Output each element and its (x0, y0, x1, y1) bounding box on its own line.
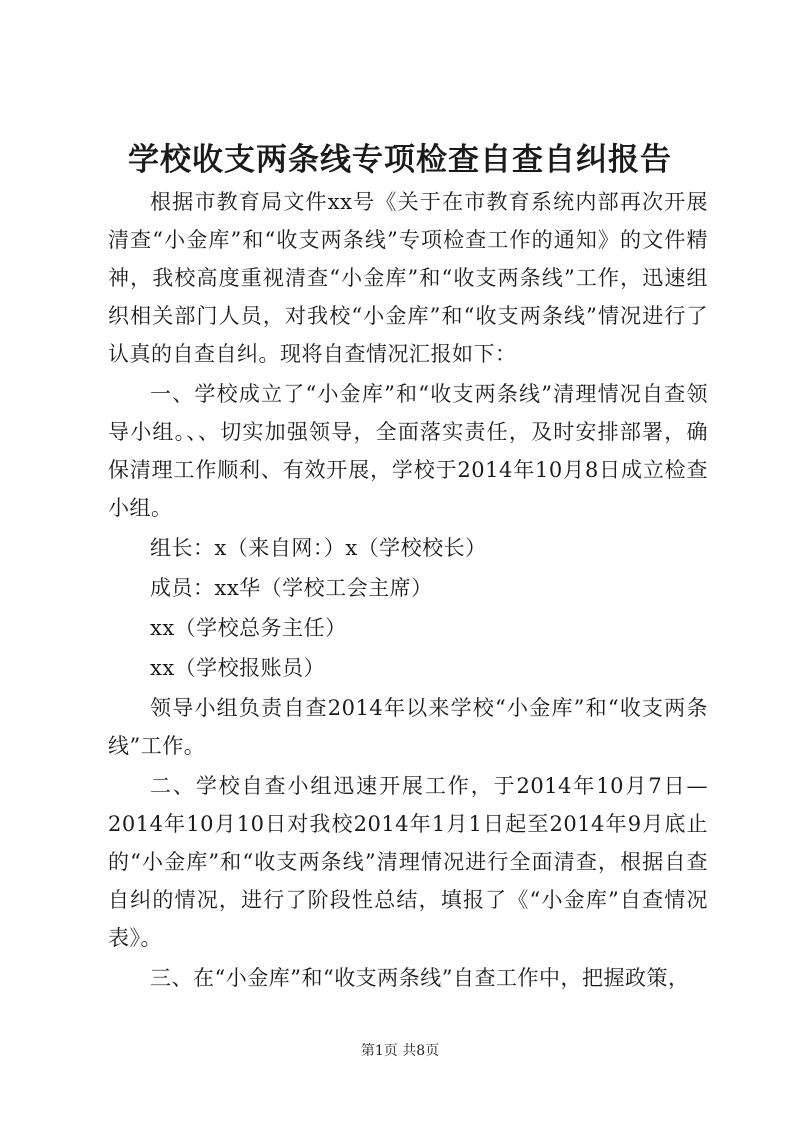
paragraph-intro: 根据市教育局文件xx号《关于在市教育系统内部再次开展清查“小金库”和“收支两条线”专项检查工作的通知》的文件精神，我校高度重视清查“小金库”和“收支两条线”工作，迅速组织相关部门人员，对我校“小金库”和“收支两条线”情况进行了认真的自查自纠。现将自查情况汇报如下： (108, 190, 708, 366)
paragraph-group-member-1: 成员：xx华（学校工会主席） (150, 576, 433, 600)
paragraph-group-duty: 领导小组负责自查2014年以来学校“小金库”和“收支两条线”工作。 (108, 696, 708, 758)
paragraph-group-leader: 组长：x（来自网：）x（学校校长） (150, 536, 487, 560)
paragraph-group-member-2: xx（学校总务主任） (150, 616, 347, 640)
paragraph-section-one: 一、学校成立了“小金库”和“收支两条线”清理情况自查领导小组。、、切实加强领导，全面落实责任，及时安排部署，确保清理工作顺利、有效开展，学校于2014年10月8日成立检查小组。 (108, 382, 708, 520)
document-body (108, 183, 708, 997)
paragraph-section-two: 二、学校自查小组迅速开展工作，于2014年10月7日—2014年10月10日对我校2014年1月1日起至2014年9月底止的“小金库”和“收支两条线”清理情况进行全面清查，根据自查自纠的情况，进行了阶段性总结，填报了《“小金库”自查情况表》。 (108, 774, 708, 950)
page-number: 第1页 共8页 (360, 1043, 440, 1059)
paragraph-section-three: 三、在“小金库”和“收支两条线”自查工作中，把握政策， (150, 966, 690, 990)
document-title: 学校收支两条线专项检查自查自纠报告 (128, 142, 672, 178)
paragraph-group-member-3: xx（学校报账员） (150, 656, 326, 680)
